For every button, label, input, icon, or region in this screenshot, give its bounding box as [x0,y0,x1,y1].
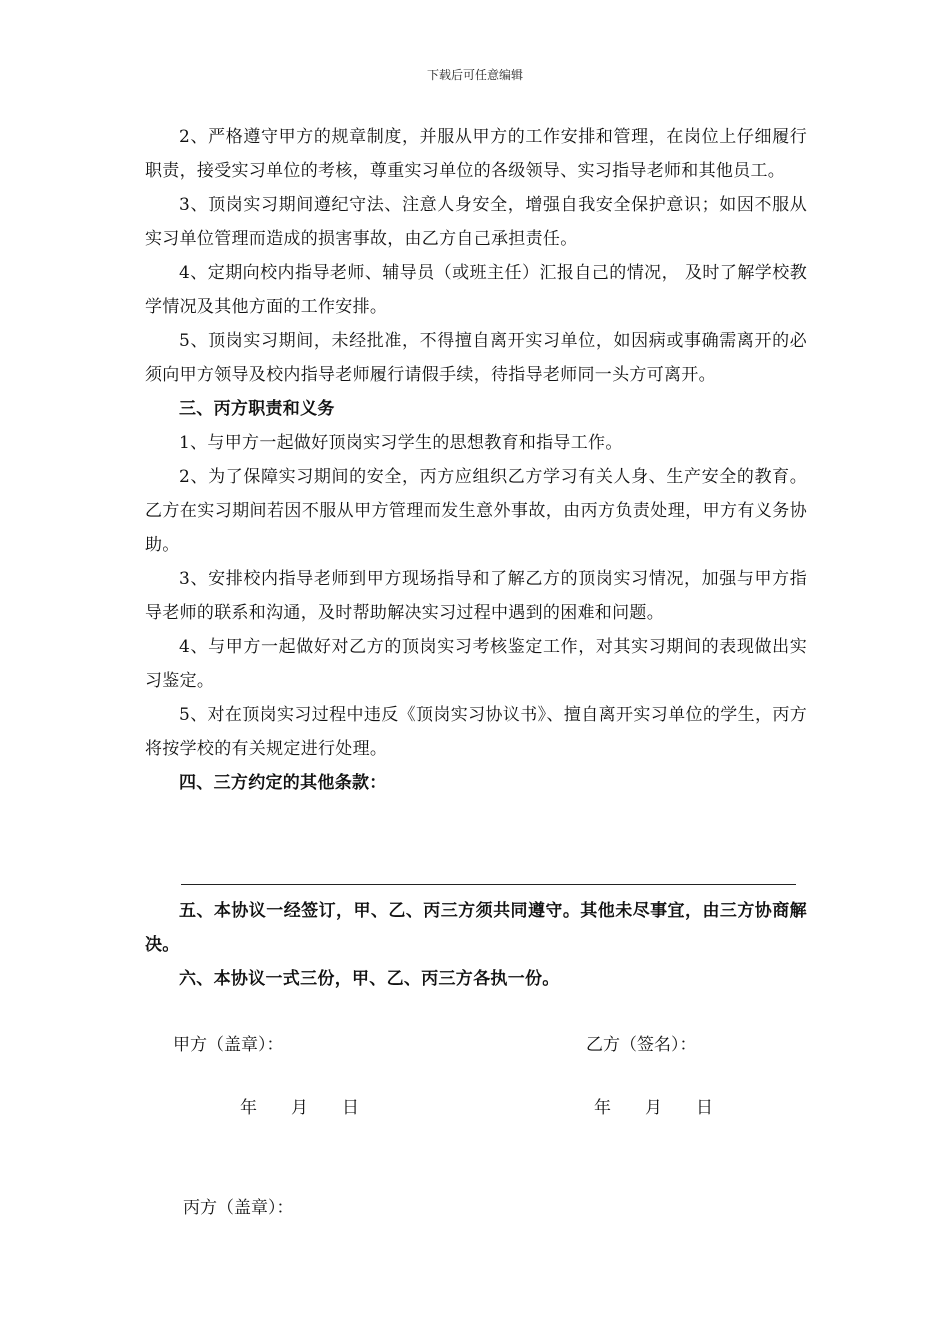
clause-paragraph: 2、为了保障实习期间的安全，丙方应组织乙方学习有关人身、生产安全的教育。乙方在实习期间若因不服从甲方管理而发生意外事故，由丙方负责处理，甲方有义务协助。 [145,467,807,555]
closing-clauses [145,894,807,996]
party-a-date: 年 月 日 [240,1098,359,1118]
clause-paragraph: 3、顶岗实习期间遵纪守法、注意人身安全，增强自我安全保护意识；如因不服从实习单位管理而造成的损害事故，由乙方自己承担责任。 [145,195,807,249]
clause-paragraph: 4、与甲方一起做好对乙方的顶岗实习考核鉴定工作，对其实习期间的表现做出实习鉴定。 [145,637,807,691]
section-heading: 四、三方约定的其他条款： [179,773,387,793]
clause-paragraph: 2、严格遵守甲方的规章制度，并服从甲方的工作安排和管理，在岗位上仔细履行职责，接受实习单位的考核，尊重实习单位的各级领导、实习指导老师和其他员工。 [145,127,807,181]
clause-paragraph: 1、与甲方一起做好顶岗实习学生的思想教育和指导工作。 [179,433,623,453]
page-header: 下载后可任意编辑 [426,68,523,82]
party-b-date: 年 月 日 [594,1098,713,1118]
clause-paragraph: 3、安排校内指导老师到甲方现场指导和了解乙方的顶岗实习情况，加强与甲方指导老师的联系和沟通，及时帮助解决实习过程中遇到的困难和问题。 [145,569,807,623]
section-heading: 六、本协议一式三份，甲、乙、丙三方各执一份。 [179,969,560,989]
party-b-signature-label: 乙方（签名）： [586,1035,697,1055]
clause-paragraph: 4、定期向校内指导老师、辅导员（或班主任）汇报自己的情况， 及时了解学校教学情况及其他方面的工作安排。 [145,263,807,317]
blank-line [181,884,796,885]
document-body [145,120,807,800]
clause-paragraph: 5、对在顶岗实习过程中违反《顶岗实习协议书》、擅自离开实习单位的学生，丙方将按学校的有关规定进行处理。 [145,705,807,759]
section-heading: 五、本协议一经签订，甲、乙、丙三方须共同遵守。其他未尽事宜，由三方协商解决。 [145,901,807,955]
party-c-seal-label: 丙方（盖章）： [183,1198,294,1218]
party-a-seal-label: 甲方（盖章）： [173,1035,284,1055]
section-heading: 三、丙方职责和义务 [179,399,335,419]
clause-paragraph: 5、顶岗实习期间，未经批准，不得擅自离开实习单位，如因病或事确需离开的必须向甲方领导及校内指导老师履行请假手续，待指导老师同一头方可离开。 [145,331,807,385]
